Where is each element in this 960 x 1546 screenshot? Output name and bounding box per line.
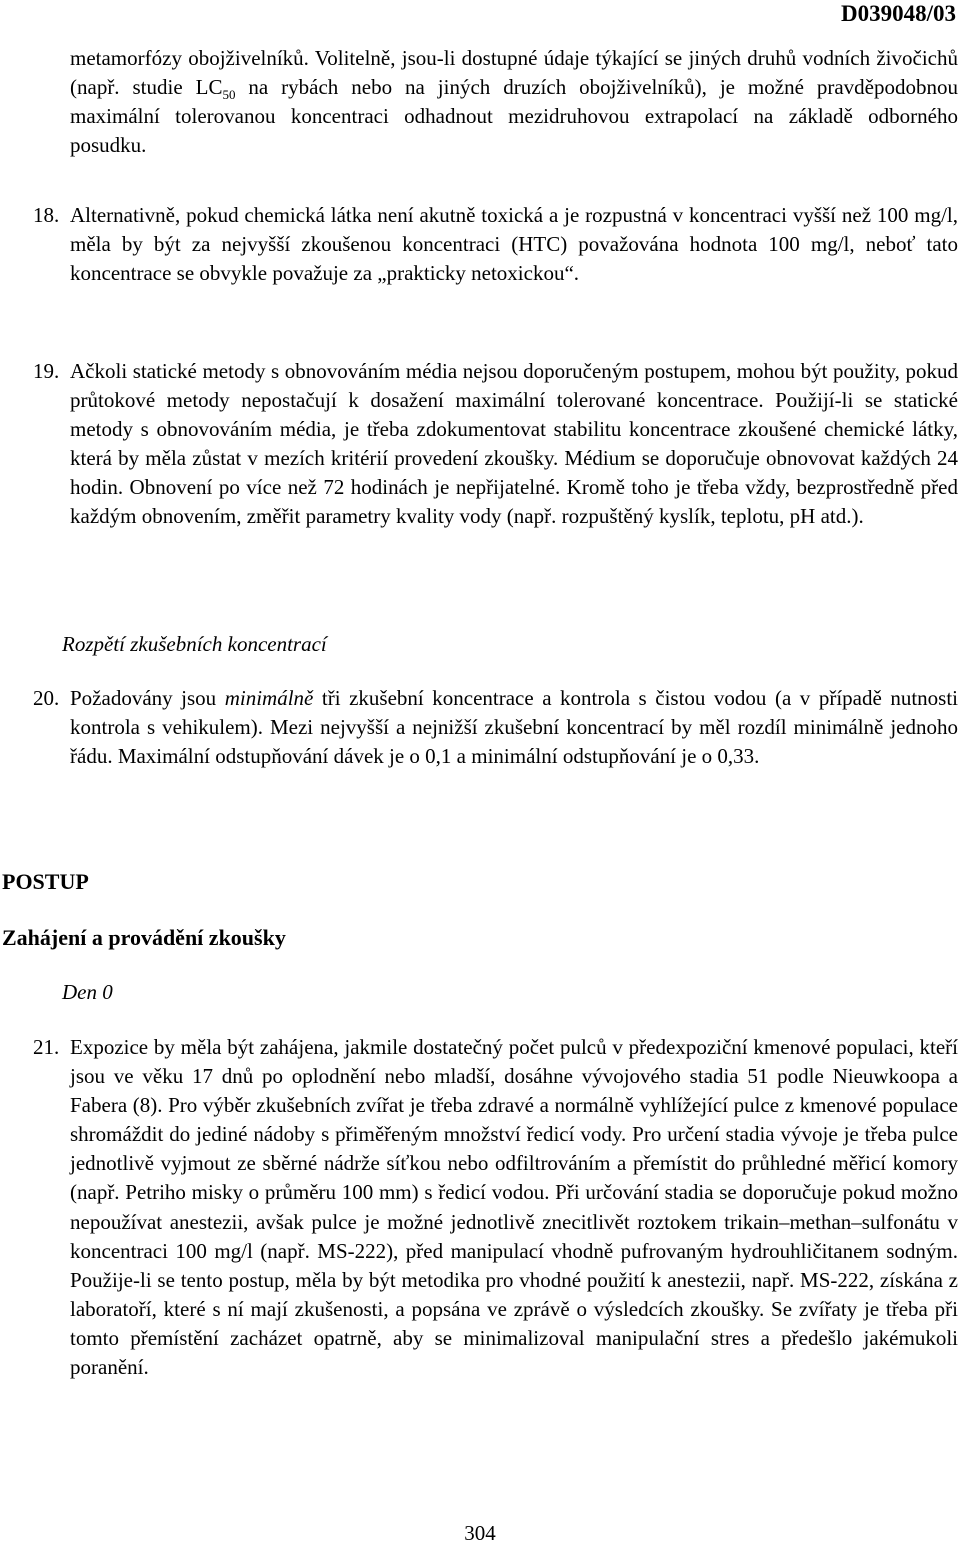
page-number: 304: [464, 1521, 496, 1545]
paragraph-21: Expozice by měla být zahájena, jakmile dostatečný počet pulců v předexpoziční kmenové populaci, kteří jsou ve věku 17 dnů po oplodnění nebo mladší, dosáhne vývojového stadia 51 podle Nieuwkoopa a Fabera (8). Pro výběr zkušebních zvířat je třeba zdravé a normálně vyhlížející pulce z kmenové populace shromáždit do jediné nádoby s přiměřeným množství ředicí vody. Pro určení stadia vývoje je třeba pulce jednotlivě vyjmout ze sběrné nádrže síťkou nebo odfiltrováním a přemístit do průhledné měřicí komory (např. Petriho misky o průměru 100 mm) s ředicí vodou. Při určování stadia se doporučuje pokud možno nepoužívat anestezii, avšak pulce je možné jednotlivě znecitlivět roztokem trikain–methan–sulfonátu v koncentraci 100 mg/l (např. MS-222), před manipulací vhodně pufrovaným hydrouhličitanem sodným. Použije-li se tento postup, měla by být metodika pro vhodné použití k anestezii, např. MS-222, získána z laboratoří, které s ní mají zkušenosti, a popsána ve zprávě o výsledcích zkoušky. Se zvířaty je třeba při tomto přemístění zacházet opatrně, aby se minimalizoval manipulační stres a předešlo jakémukoli poranění.: [70, 1035, 958, 1380]
paragraph-20-text-1: Požadovány jsou: [70, 686, 225, 710]
paragraph-intro-text-2: na rybách nebo na jiných druzích obojživelníků), je možné pravděpodobnou maximální tolerovanou koncentraci odhadnout mezidruhovou extrapolací na základě odborného posudku.: [70, 75, 958, 158]
paragraph-19: Ačkoli statické metody s obnovováním média nejsou doporučeným postupem, mohou být použity, pokud průtokové metody nepostačují k dosažení maximální tolerované koncentrace. Použijí-li se statické metody s obnovováním média, je třeba zdokumentovat stabilitu koncentrace zkoušené chemické látky, která by měla zůstat v mezích kritérií provedení zkoušky. Médium se doporučuje obnovovat každých 24 hodin. Obnovení po více než 72 hodinách je nepřijatelné. Kromě toho je třeba vždy, bezprostředně před každým obnovením, změřit parametry kvality vody (např. rozpuštěný kyslík, teplotu, pH atd.).: [70, 359, 958, 529]
paragraph-intro-text-1: metamorfózy obojživelníků. Volitelně, jsou-li dostupné údaje týkající se jiných druhů vodních živočichů (např. studie LC: [70, 46, 958, 100]
paragraph-20-text-2: tři zkušební koncentrace a kontrola s čistou vodou (a v případě nutnosti kontrola s vehikulem). Mezi nejvyšší a nejnižší zkušební koncentrací by měl rozdíl minimálně jednoho řádu. Maximální odstupňování dávek je o 0,1 a minimální odstupňování je o 0,33.: [70, 686, 958, 769]
paragraph-20: [70, 684, 958, 771]
paragraph-18-number: 18.: [33, 203, 60, 227]
paragraph-intro: [70, 44, 958, 160]
subheading-concentration-range: Rozpětí zkušebních koncentrací: [62, 632, 327, 656]
section-heading-start: Zahájení a provádění zkoušky: [2, 925, 286, 950]
subheading-day-0: Den 0: [62, 980, 113, 1004]
paragraph-21-number: 21.: [33, 1035, 60, 1059]
document-id: D039048/03: [841, 1, 956, 26]
lc50-subscript: 50: [222, 87, 236, 103]
paragraph-18: Alternativně, pokud chemická látka není akutně toxická a je rozpustná v koncentraci vyšší než 100 mg/l, měla by být za nejvyšší zkoušenou koncentraci (HTC) považována hodnota 100 mg/l, neboť tato koncentrace se obvykle považuje za „prakticky netoxickou“.: [70, 203, 958, 286]
paragraph-19-number: 19.: [33, 359, 60, 383]
paragraph-20-emphasis: minimálně: [224, 686, 314, 710]
section-heading-postup: POSTUP: [2, 869, 89, 894]
paragraph-20-number: 20.: [33, 686, 60, 710]
